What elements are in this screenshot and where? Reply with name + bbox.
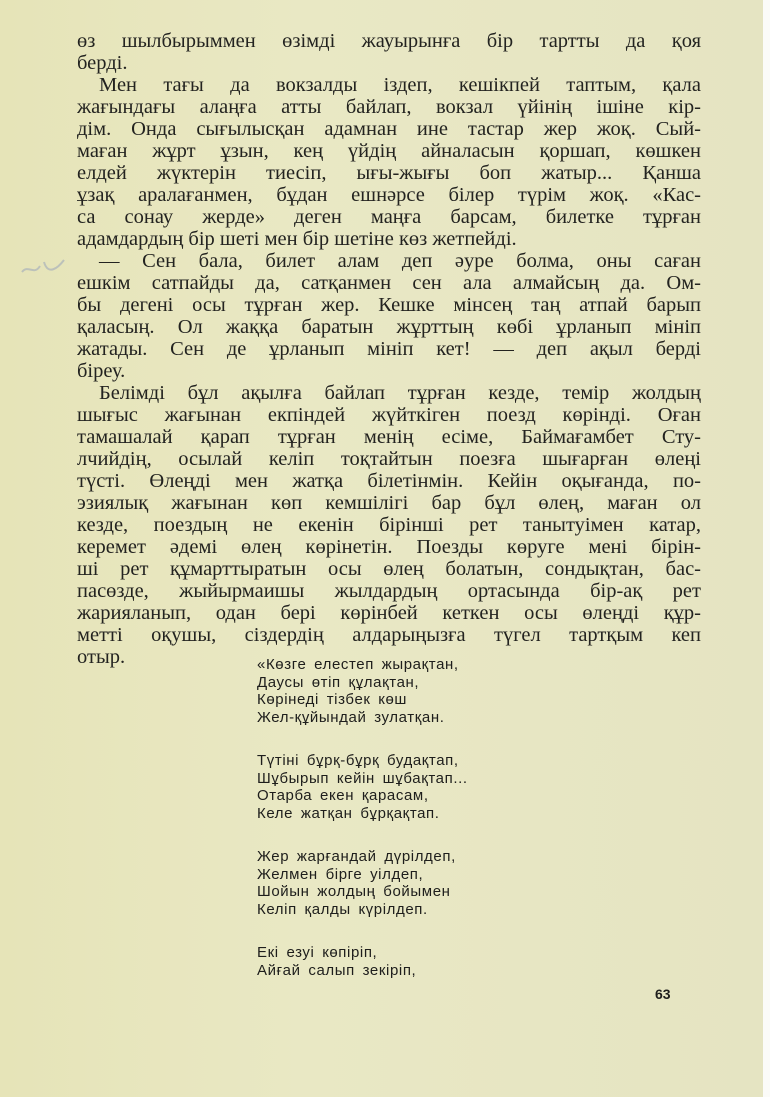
prose-text xyxy=(77,30,701,668)
text-line: кезде, поездың не екенін бірінші рет танытуімен катар, xyxy=(77,514,701,536)
text-line: отыр. xyxy=(77,646,126,668)
poem-line: Түтіні бұрқ-бұрқ будақтап, xyxy=(257,752,459,769)
paragraph xyxy=(77,74,701,250)
poem-line: Екі езуі көпіріп, xyxy=(257,944,378,961)
text-line: ұзақ аралағанмен, бұдан ешнәрсе білер түрім жоқ. «Кас- xyxy=(77,184,701,206)
text-line: жағындағы алаңға атты байлап, вокзал үйінің ішіне кір- xyxy=(77,96,701,118)
poem-stanza xyxy=(257,944,468,979)
text-line: біреу. xyxy=(77,360,126,382)
poem-line: Шойын жолдың бойымен xyxy=(257,883,451,900)
text-line: эзиялық жағынан көп кемшілігі бар бұл өлең, маған ол xyxy=(77,492,701,514)
text-line: Мен тағы да вокзалды іздеп, кешікпей таптым, қала xyxy=(99,74,701,96)
paragraph xyxy=(77,250,701,382)
text-line: тамашалай қарап тұрған менің есіме, Баймағамбет Сту- xyxy=(77,426,701,448)
pencil-mark-icon xyxy=(18,250,68,290)
text-line: лчийдің, осылай келіп тоқтайтын поезға шығарған өлеңі xyxy=(77,448,701,470)
poem-stanza xyxy=(257,848,468,918)
text-line: өз шылбырыммен өзімді жауырынға бір тартты да қоя xyxy=(77,30,701,52)
poem-line: Көрінеді тізбек көш xyxy=(257,691,408,708)
text-line: қаласың. Ол жаққа баратын жұрттың көбі ұрланып мініп xyxy=(77,316,701,338)
text-line: берді. xyxy=(77,52,128,74)
poem-line: Айғай салып зекіріп, xyxy=(257,961,417,979)
paragraph xyxy=(77,382,701,668)
text-line: маған жұрт ұзын, кең үйдің айналасын қоршап, көшкен xyxy=(77,140,701,162)
page-number: 63 xyxy=(655,986,671,1002)
text-line: жатады. Сен де ұрланып мініп кет! — деп ақыл берді xyxy=(77,338,701,360)
poem-line: Жел-құйындай зулатқан. xyxy=(257,708,445,726)
poem xyxy=(257,656,468,979)
text-line: Белімді бұл ақылға байлап тұрған кезде, темір жолдың xyxy=(99,382,701,404)
text-line: метті оқушы, сіздердің алдарыңызға түгел тартқым кеп xyxy=(77,624,701,646)
poem-line: Отарба екен қарасам, xyxy=(257,787,429,804)
text-line: керемет әдемі өлең көрінетін. Поезды көруге мені бірін- xyxy=(77,536,701,558)
text-line: ешкім сатпайды да, сатқанмен сен ала алмайсың да. Ом- xyxy=(77,272,701,294)
poem-line: Келе жатқан бұрқақтап. xyxy=(257,804,440,822)
text-line: адамдардың бір шеті мен бір шетіне көз жетпейді. xyxy=(77,228,517,250)
text-line: пасөзде, жыйырмаишы жылдардың ортасында бір-ақ рет xyxy=(77,580,701,602)
text-line: елдей жүктерін тиесіп, ығы-жығы боп жатыр... Қанша xyxy=(77,162,701,184)
poem-line: Шұбырып кейін шұбақтап... xyxy=(257,769,468,787)
text-line: ші рет құмарттыратын осы өлең болатын, сондықтан, бас- xyxy=(77,558,701,580)
poem-line: Даусы өтіп құлақтан, xyxy=(257,673,420,691)
poem-line: Жер жарғандай дүрілдеп, xyxy=(257,848,456,865)
text-line: са сонау жерде» деген маңға барсам, билетке тұрған xyxy=(77,206,701,228)
poem-line: Келіп қалды күрілдеп. xyxy=(257,900,428,918)
text-line: жарияланып, одан бері көрінбей кеткен осы өлеңді құр- xyxy=(77,602,701,624)
poem-line: Желмен бірге уілдеп, xyxy=(257,865,424,883)
text-line: бы дегені осы тұрған жер. Кешке мінсең таң атпай барып xyxy=(77,294,701,316)
poem-line: «Көзге елестеп жырақтан, xyxy=(257,656,459,673)
poem-stanza xyxy=(257,752,468,822)
text-line: түсті. Өлеңді мен жатқа білетінмін. Кейін оқығанда, по- xyxy=(77,470,701,492)
text-line: дім. Онда сығылысқан адамнан ине тастар жер жоқ. Сый- xyxy=(77,118,701,140)
text-line: — Сен бала, билет алам деп әуре болма, оны саған xyxy=(99,250,701,272)
poem-stanza xyxy=(257,656,468,726)
paragraph xyxy=(77,30,701,74)
text-line: шығыс жағынан екпіндей жүйткіген поезд көрінді. Оған xyxy=(77,404,701,426)
